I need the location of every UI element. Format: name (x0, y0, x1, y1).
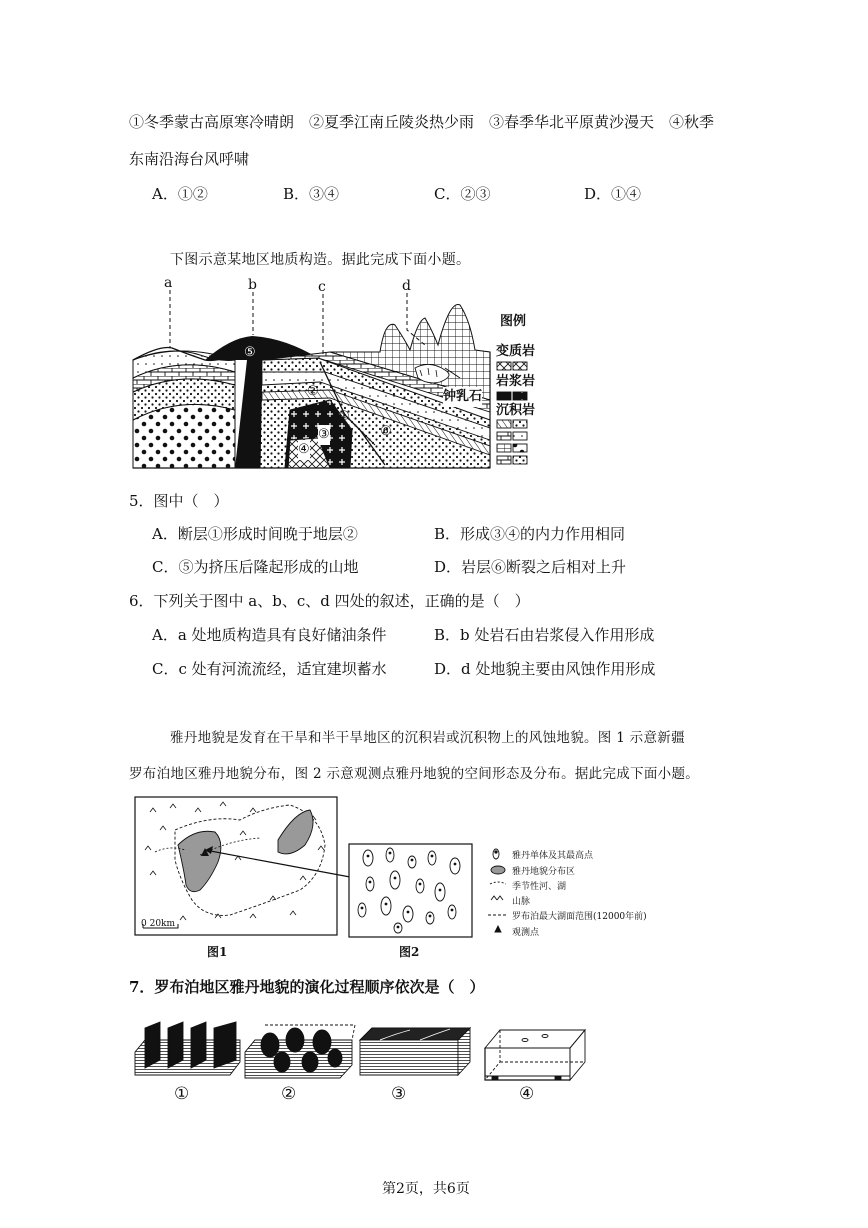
label-c: c (318, 279, 326, 295)
label-circle-4: ④ (298, 440, 310, 460)
q6-option-d: D．d 处地貌主要由风蚀作用形成 (434, 660, 656, 678)
prev-question-stem-line2: 东南沿海台风呼啸 (129, 150, 250, 168)
q7-stem: 7．罗布泊地区雅丹地貌的演化过程顺序依次是（ ） (129, 978, 485, 996)
label-circle-3: ③ (318, 425, 330, 445)
legend-title: 图例 (500, 314, 527, 329)
q7-label-4: ④ (519, 1084, 535, 1104)
legend-yardang-area: 雅丹地貌分布区 (512, 867, 576, 877)
q6-option-a: A．a 处地质构造具有良好储油条件 (152, 626, 387, 644)
yardang-intro-line1: 雅丹地貌是发育在干旱和半干旱地区的沉积岩或沉积物上的风蚀地貌。图 1 示意新疆 (170, 730, 685, 746)
label-circle-1: ① (338, 409, 350, 424)
legend-observation-point: 观测点 (512, 928, 540, 938)
legend-mountain: 山脉 (512, 897, 531, 907)
q7-label-1: ① (174, 1084, 190, 1104)
q5-option-d: D．岩层⑥断裂之后相对上升 (434, 558, 627, 576)
q7-label-3: ③ (391, 1084, 407, 1104)
page-footer: 第2页，共6页 (382, 1181, 470, 1197)
q5-option-a: A．断层①形成时间晚于地层② (152, 525, 358, 543)
label-circle-2: ② (307, 384, 319, 399)
q7-label-2: ② (281, 1084, 297, 1104)
label-a: a (164, 275, 173, 291)
label-circle-5: ⑤ (244, 345, 256, 360)
prev-option-d: D．①④ (584, 185, 642, 203)
legend-metamorphic: 变质岩 (496, 344, 536, 359)
prev-option-a: A．①② (152, 185, 208, 203)
yardang-scale: 0 20km (141, 919, 176, 929)
q5-stem: 5．图中（ ） (129, 492, 229, 510)
prev-question-stem-line1: ①冬季蒙古高原寒冷晴朗 ②夏季江南丘陵炎热少雨 ③春季华北平原黄沙漫天 ④秋季 (129, 113, 715, 131)
yardang-intro-line2: 罗布泊地区雅丹地貌分布，图 2 示意观测点雅丹地貌的空间形态及分布。据此完成下面小题。 (129, 766, 700, 782)
prev-option-c: C．②③ (434, 185, 491, 203)
q6-option-b: B．b 处岩石由岩浆侵入作用形成 (434, 626, 655, 644)
q5-option-c: C．⑤为挤压后隆起形成的山地 (152, 558, 359, 576)
geology-intro: 下图示意某地区地质构造。据此完成下面小题。 (170, 252, 471, 268)
legend-igneous: 岩浆岩 (496, 374, 536, 389)
label-stalactite: 钟乳石 (443, 387, 482, 407)
q6-option-c: C．c 处有河流流经，适宜建坝蓄水 (152, 660, 387, 678)
legend-seasonal-river: 季节性河、湖 (512, 882, 567, 892)
figure-2-label: 图2 (399, 945, 420, 959)
label-circle-6: ⑥ (380, 424, 392, 439)
q5-option-b: B．形成③④的内力作用相同 (434, 525, 626, 543)
label-b: b (248, 277, 257, 293)
figure-1-label: 图1 (207, 945, 228, 959)
legend-sedimentary: 沉积岩 (496, 403, 536, 418)
prev-option-b: B．③④ (283, 185, 340, 203)
legend-max-lake: 罗布泊最大湖面范围(12000年前) (512, 912, 647, 922)
label-d: d (402, 278, 411, 294)
legend-yardang-unit: 雅丹单体及其最高点 (512, 851, 594, 861)
q6-stem: 6．下列关于图中 a、b、c、d 四处的叙述，正确的是（ ） (129, 592, 530, 610)
